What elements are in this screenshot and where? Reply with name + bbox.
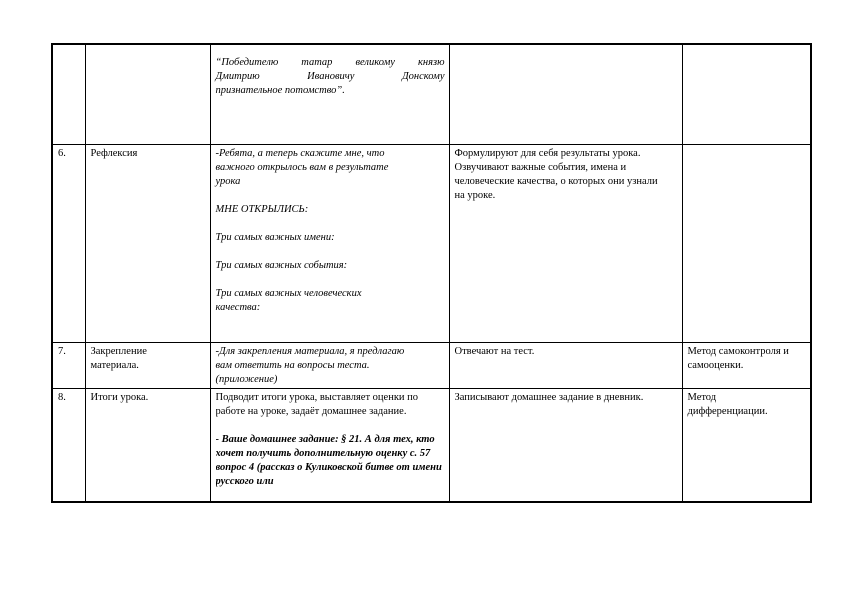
teacher-activity-cell — [210, 144, 449, 342]
teacher-item: Три самых важных имени: — [215, 231, 335, 243]
stage-cell: Рефлексия — [85, 144, 210, 342]
method-cell — [682, 144, 811, 342]
row-number-cell: 7. — [52, 342, 85, 388]
stage-cell: Итоги урока. — [85, 388, 210, 502]
student-activity-cell: Отвечают на тест. — [449, 342, 682, 388]
teacher-item: Три самых важных человеческих качества: — [215, 287, 362, 313]
row-number-cell: 6. — [52, 144, 85, 342]
teacher-intro: -Ребята, а теперь скажите мне, что важного открылось вам в результате урока — [215, 147, 389, 187]
method-cell: Метод самоконтроля и самооценки. — [682, 342, 811, 388]
row-number-cell: 8. — [52, 388, 85, 502]
teacher-activity-cell — [210, 44, 449, 144]
stage-cell: Закрепление материала. — [85, 342, 210, 388]
quote-line: Дмитрию Ивановичу Донскому — [215, 71, 445, 82]
lesson-plan-table — [51, 43, 812, 503]
teacher-item: Три самых важных события: — [215, 259, 348, 271]
quote-line: признательное потомство”. — [215, 85, 345, 96]
teacher-heading: МНЕ ОТКРЫЛИСЬ: — [215, 203, 309, 215]
quote-line: “Победителю татар великому князю — [215, 57, 445, 68]
method-cell: Метод дифференциации. — [682, 388, 811, 502]
teacher-activity-cell: -Для закрепления материала, я предлагаю вам ответить на вопросы теста. (приложение) — [210, 342, 449, 388]
student-activity-cell — [449, 44, 682, 144]
student-activity-cell: Формулируют для себя результаты урока. Озвучивают важные события, имена и человеческие качества, о которых они узнали на уроке. — [449, 144, 682, 342]
row-number-cell — [52, 44, 85, 144]
table-row — [52, 388, 811, 502]
method-cell — [682, 44, 811, 144]
table-row — [52, 342, 811, 388]
stage-cell — [85, 44, 210, 144]
table-row — [52, 44, 811, 144]
student-activity-cell: Записывают домашнее задание в дневник. — [449, 388, 682, 502]
table-row — [52, 144, 811, 342]
teacher-activity-cell: Подводит итоги урока, выставляет оценки по работе на уроке, задаёт домашнее задание. - Ваше домашнее задание: § 21. А для тех, кто хочет получить дополнительную оценку с. 57 вопрос 4 (рассказ о Куликовской битве от имени русского или — [210, 388, 449, 502]
